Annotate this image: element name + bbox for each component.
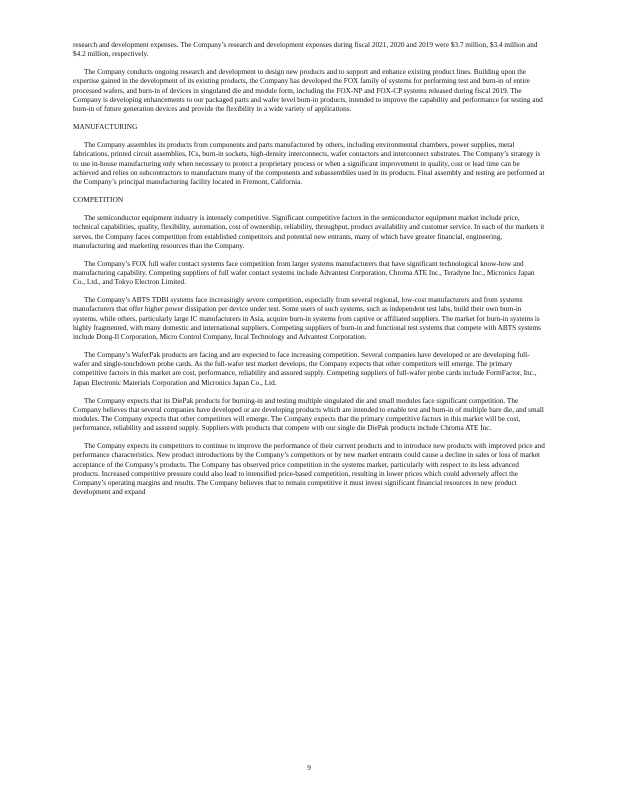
section-heading-manufacturing: MANUFACTURING	[73, 123, 138, 132]
paragraph-diepak-competition: The Company expects that its DiePak products for burning-in and testing multiple singulated die and small modules face significant competition. The Company believes that several companies have developed or are developing products which are intended to enable test and burn-in of multiple bare die, and small modules. The Company expects that other competitors will emerge. The Company expects that the primary competitive factors in this market will be cost, performance, reliability and assured supply. Suppliers with products that compete with our single die DiePak products include Chroma ATE Inc.	[73, 396, 544, 433]
page-number: 9	[307, 764, 311, 772]
paragraph-fox-competition: The Company’s FOX full wafer contact systems face competition from larger systems manufacturers that have significant technological know-how and manufacturing capability. Competing suppliers of full wafer contact systems include Advantest Corporation, Chroma ATE Inc., Teradyne Inc., Micronics Japan Co., Ltd., and Tokyo Electron Limited.	[73, 259, 535, 287]
paragraph-waferpak-competition: The Company’s WaferPak products are facing and are expected to face increasing competition. Several companies have developed or are developing full-wafer and single-touchdown probe cards. As the full-wafer test market develops, the Company expects that other competitors will emerge. The primary competitive factors in this market are cost, performance, reliability and assured supply. Competing suppliers of full-wafer probe cards include FormFactor, Inc., Japan Electronic Materials Corporation and Micronics Japan Co., Ltd.	[73, 351, 537, 387]
paragraph-competition-intro: The semiconductor equipment industry is intensely competitive. Significant competitive factors in the semiconductor equipment market include price, technical capabilities, quality, flexibility, automation, cost of ownership, reliability, throughput, product availability and customer service. In each of the markets it serves, the Company faces competition from established competitors and potential new entrants, many of which have greater financial, engineering, manufacturing and marketing resources than the Company.	[73, 214, 545, 250]
paragraph-manufacturing: The Company assembles its products from components and parts manufactured by others, including environmental chambers, power supplies, metal fabrications, printed circuit assemblies, ICs, burn-in sockets, high-density interconnects, wafer contactors and interconnect substrates. The Company’s strategy is to use in-house manufacturing only when necessary to protect a proprietary process or when a significant improvement in quality, cost or lead time can be achieved and relies on subcontractors to manufacture many of the components and subassemblies used in its products. Final assembly and testing are performed at the Company’s principal manufacturing facility located in Fremont, California.	[73, 141, 545, 186]
paragraph-rd-expenses: research and development expenses. The Company’s research and development expenses during fiscal 2021, 2020 and 2019 were $3.7 million, $3.4 million and $4.2 million, respectively.	[73, 41, 538, 59]
paragraph-abts-competition: The Company’s ABTS TDBI systems face increasingly severe competition, especially from several regional, low-cost manufacturers and from systems manufacturers that offer higher power dissipation per device under test. Some users of such systems, such as independent test labs, build their own burn-in systems, while others, particularly large IC manufacturers in Asia, acquire burn-in systems from captive or affiliated suppliers. The market for burn-in systems is highly fragmented, with many domestic and international suppliers. Competing suppliers of burn-in and functional test systems that compete with ABTS systems include Dong-Il Corporation, Micro Control Company, Incal Technology and Advantest Corporation.	[73, 296, 541, 341]
section-heading-competition: COMPETITION	[73, 196, 124, 205]
paragraph-competitor-outlook: The Company expects its competitors to continue to improve the performance of their current products and to introduce new products with improved price and performance characteristics. New product introductions by the Company’s competitors or by new market entrants could cause a decline in sales or loss of market acceptance of the Company’s products. The Company has observed price competition in the systems market, particularly with respect to its less advanced products. Increased competitive pressure could also lead to intensified price-based competition, resulting in lower prices which could adversely affect the Company’s operating margins and results. The Company believes that to remain competitive it must invest significant financial resources in new product development and expand	[73, 442, 545, 497]
paragraph-rd-overview: The Company conducts ongoing research and development to design new products and to support and enhance existing product lines. Building upon the expertise gained in the development of its existing products, the Company has developed the FOX family of systems for performing test and burn-in of entire processed wafers, and burn-in of devices in singulated die and module form, including the FOX-NP and FOX-CP systems released during fiscal 2019. The Company is developing enhancements to our packaged parts and wafer level burn-in products, intended to improve the capability and performance for testing and burn-in of future generation devices and provide the flexibility in a wide variety of applications.	[73, 68, 543, 113]
document-body	[73, 41, 545, 506]
